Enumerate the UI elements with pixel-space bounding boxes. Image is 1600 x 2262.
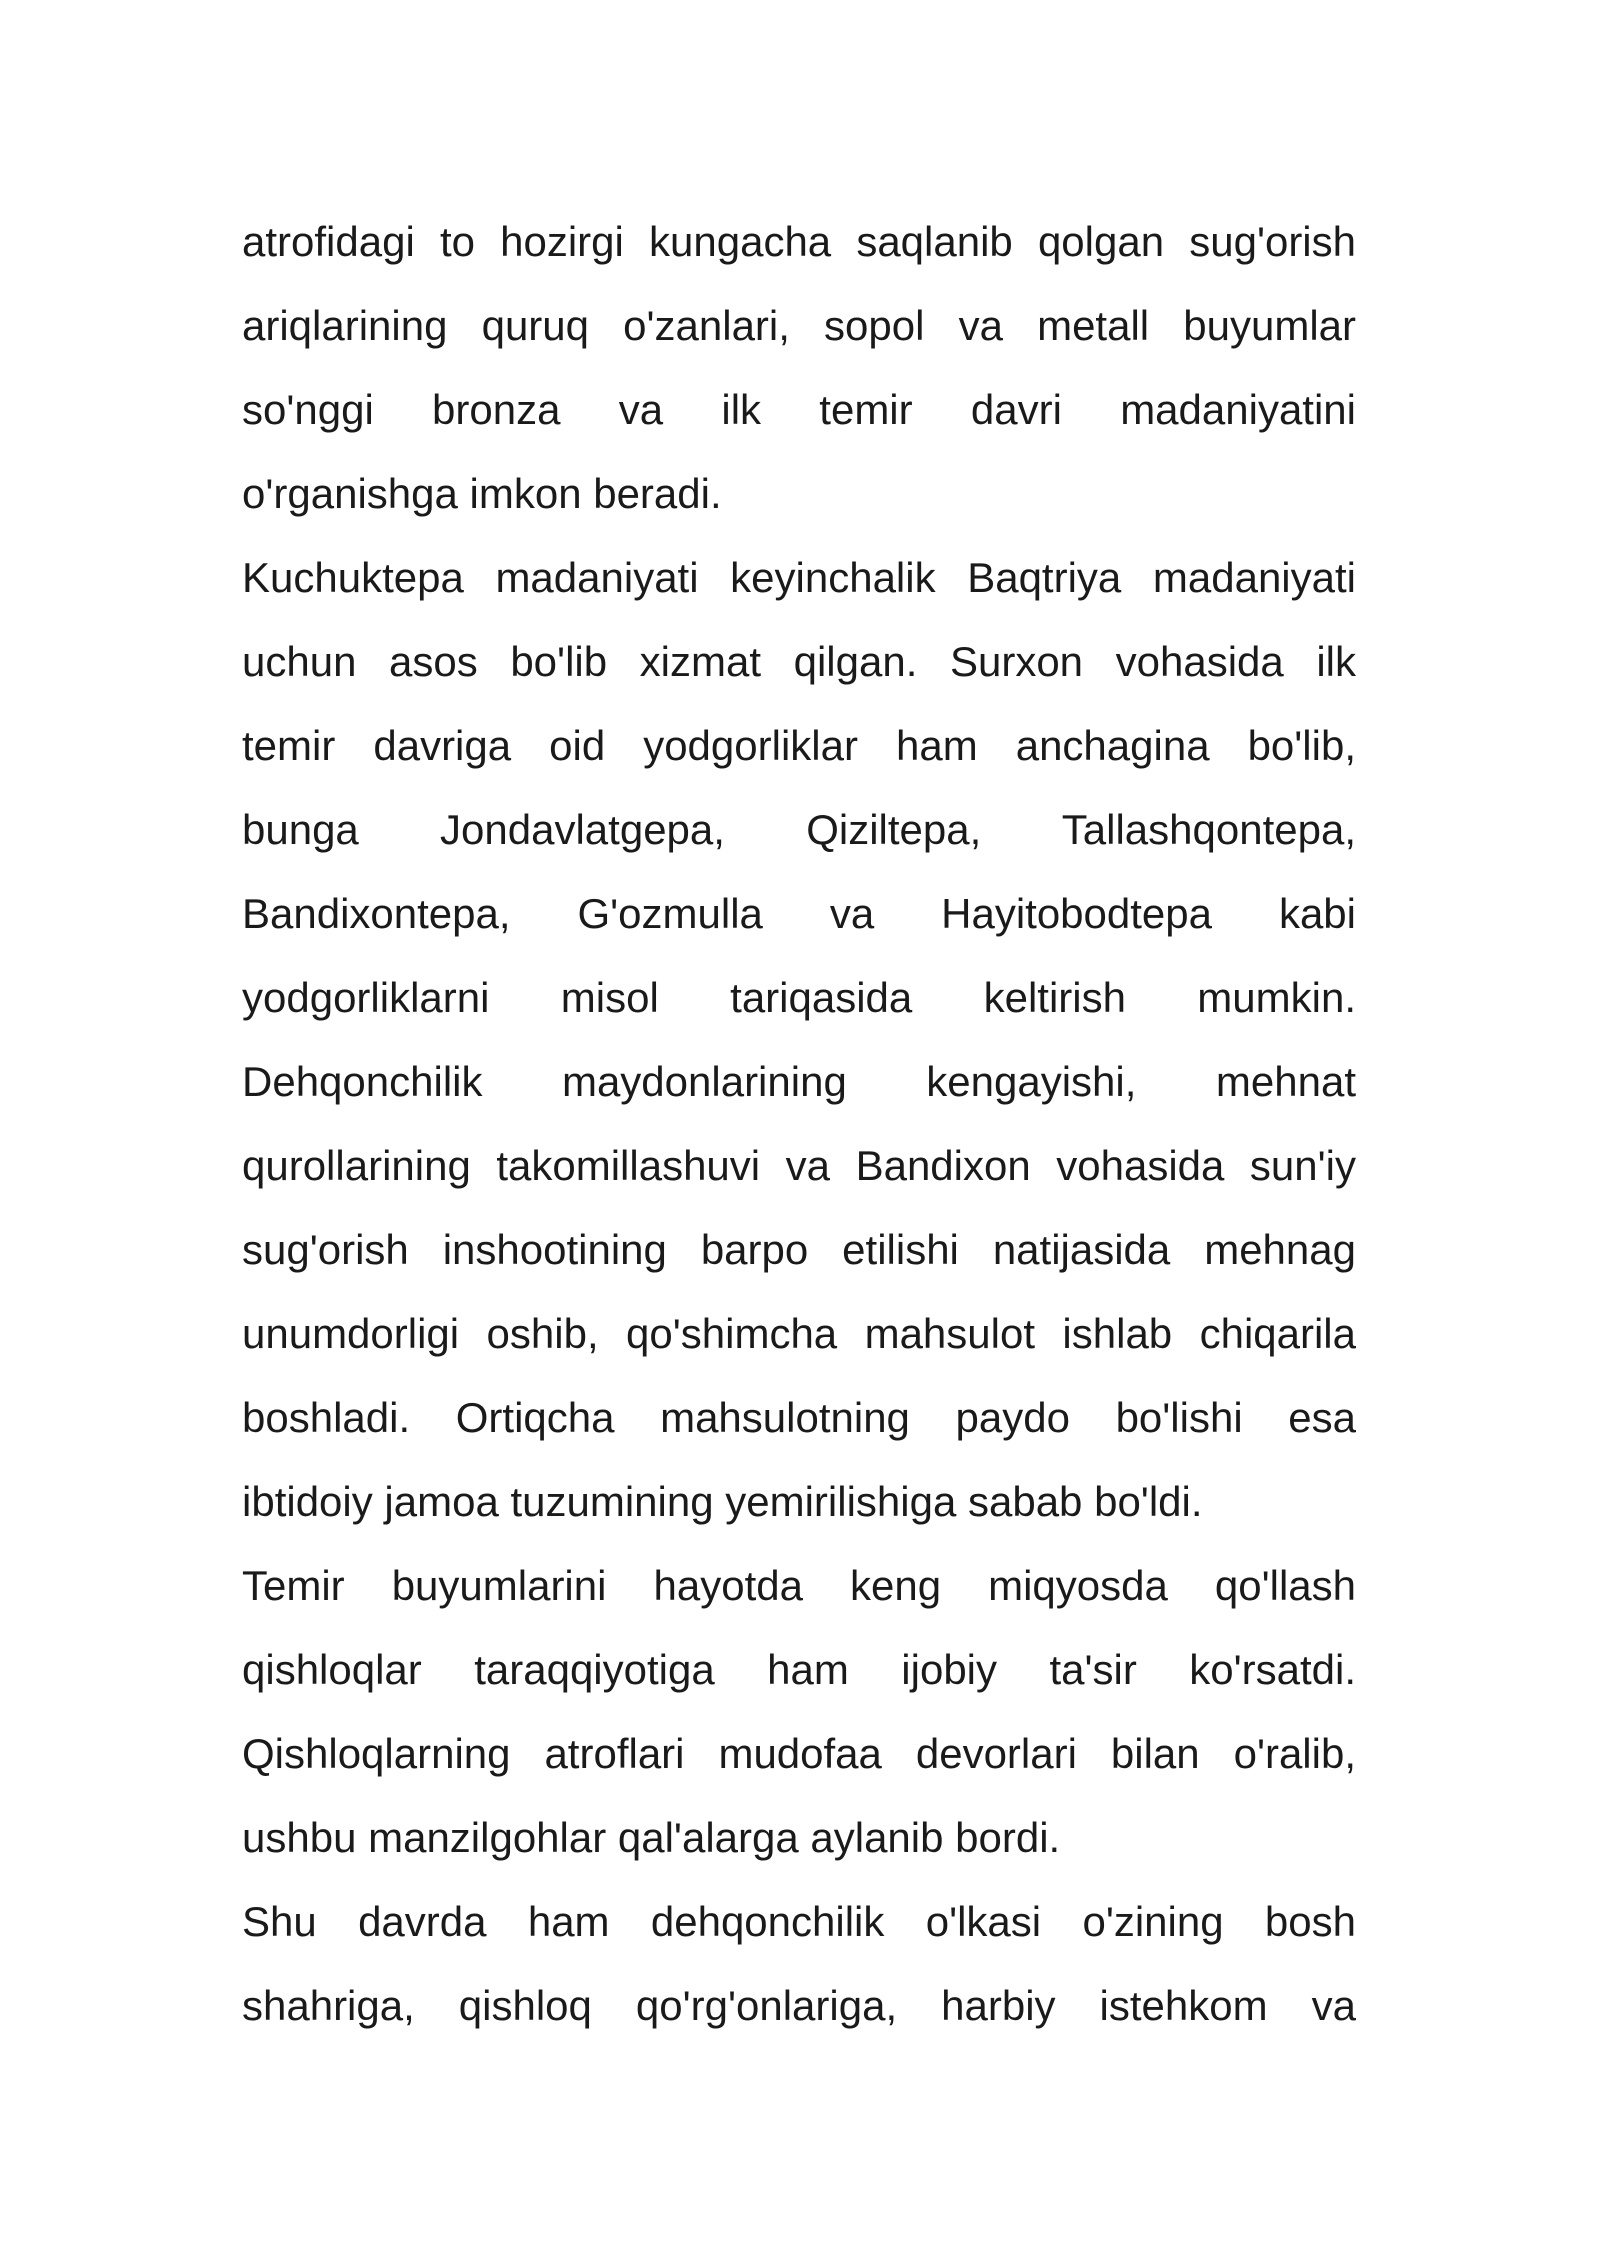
text-line: Bandixontepa, G'ozmulla va Hayitobodtepa kabi (242, 890, 1356, 937)
text-line: ibtidoiy jamoa tuzumining yemirilishiga sabab bo'ldi. (242, 1478, 1203, 1525)
text-line: Qishloqlarning atroflari mudofaa devorlari bilan o'ralib, (242, 1730, 1356, 1777)
text-line: qishloqlar taraqqiyotiga ham ijobiy ta'sir ko'rsatdi. (242, 1646, 1356, 1693)
text-line: unumdorligi oshib, qo'shimcha mahsulot ishlab chiqarila (242, 1310, 1356, 1357)
text-line: boshladi. Ortiqcha mahsulotning paydo bo'lishi esa (242, 1394, 1356, 1441)
text-line: atrofidagi to hozirgi kungacha saqlanib qolgan sug'orish (242, 218, 1356, 265)
text-line: o'rganishga imkon beradi. (242, 470, 722, 517)
text-line: Dehqonchilik maydonlarining kengayishi, mehnat (242, 1058, 1356, 1105)
text-line: sug'orish inshootining barpo etilishi natijasida mehnag (242, 1226, 1356, 1273)
text-line: qurollarining takomillashuvi va Bandixon vohasida sun'iy (242, 1142, 1356, 1189)
text-line: uchun asos bo'lib xizmat qilgan. Surxon vohasida ilk (242, 638, 1356, 685)
text-line: ushbu manzilgohlar qal'alarga aylanib bordi. (242, 1814, 1061, 1861)
text-line: Kuchuktepa madaniyati keyinchalik Baqtriya madaniyati (242, 554, 1356, 601)
text-line: bunga Jondavlatgepa, Qiziltepa, Tallashqontepa, (242, 806, 1356, 853)
text-line: shahriga, qishloq qo'rg'onlariga, harbiy istehkom va (242, 1982, 1356, 2029)
text-line: Temir buyumlarini hayotda keng miqyosda qo'llash (242, 1562, 1356, 1609)
text-line: temir davriga oid yodgorliklar ham anchagina bo'lib, (242, 722, 1356, 769)
text-line: ariqlarining quruq o'zanlari, sopol va metall buyumlar (242, 302, 1356, 349)
text-line: so'nggi bronza va ilk temir davri madaniyatini (242, 386, 1356, 433)
text-line: yodgorliklarni misol tariqasida keltirish mumkin. (242, 974, 1356, 1021)
text-line: Shu davrda ham dehqonchilik o'lkasi o'zining bosh (242, 1898, 1356, 1945)
body-text (242, 200, 1356, 2048)
